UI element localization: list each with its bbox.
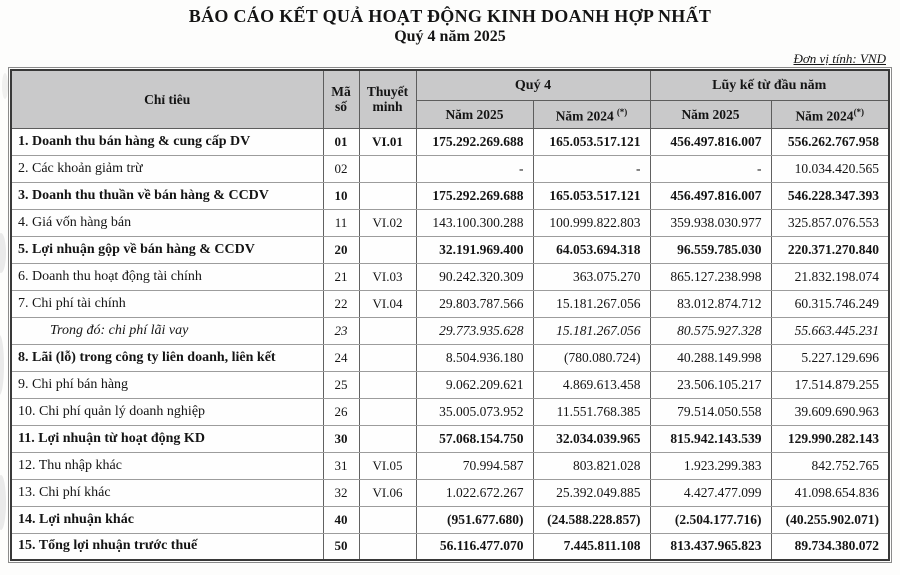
table-row (11, 371, 889, 398)
footnote-marker: (*) (853, 106, 865, 117)
cell-lk-nam-2025: 79.514.050.558 (650, 398, 771, 425)
cell-q4-nam-2024: 803.821.028 (533, 452, 650, 479)
income-statement-table (10, 69, 890, 561)
cell-q4-nam-2024: 15.181.267.056 (533, 290, 650, 317)
row-label: 5. Lợi nhuận gộp về bán hàng & CCDV (11, 236, 323, 263)
cell-thuyet-minh (359, 317, 416, 344)
cell-thuyet-minh (359, 155, 416, 182)
cell-lk-nam-2024: 17.514.879.255 (771, 371, 889, 398)
scan-artifact (2, 73, 8, 99)
cell-q4-nam-2024: 363.075.270 (533, 263, 650, 290)
report-subtitle: Quý 4 năm 2025 (394, 28, 506, 45)
cell-lk-nam-2025: 456.497.816.007 (650, 128, 771, 155)
cell-q4-nam-2024: 4.869.613.458 (533, 371, 650, 398)
cell-ma-so: 24 (323, 344, 359, 371)
cell-lk-nam-2024: 55.663.445.231 (771, 317, 889, 344)
cell-lk-nam-2025: 23.506.105.217 (650, 371, 771, 398)
cell-q4-nam-2024: - (533, 155, 650, 182)
header-group-quy4: Quý 4 (416, 70, 650, 100)
cell-ma-so: 20 (323, 236, 359, 263)
table-row (11, 533, 889, 560)
table-row (11, 155, 889, 182)
cell-ma-so: 31 (323, 452, 359, 479)
cell-lk-nam-2024: 220.371.270.840 (771, 236, 889, 263)
table-header (11, 70, 889, 128)
cell-lk-nam-2024: 89.734.380.072 (771, 533, 889, 560)
cell-thuyet-minh: VI.03 (359, 263, 416, 290)
cell-thuyet-minh (359, 236, 416, 263)
cell-lk-nam-2025: (2.504.177.716) (650, 506, 771, 533)
row-label: 15. Tổng lợi nhuận trước thuế (11, 533, 323, 560)
table-row (11, 128, 889, 155)
cell-q4-nam-2025: 32.191.969.400 (416, 236, 533, 263)
cell-q4-nam-2025: 35.005.073.952 (416, 398, 533, 425)
cell-q4-nam-2024: 7.445.811.108 (533, 533, 650, 560)
header-lk-nam-2025: Năm 2025 (650, 100, 771, 128)
cell-thuyet-minh (359, 398, 416, 425)
cell-lk-nam-2025: - (650, 155, 771, 182)
table-row (11, 479, 889, 506)
cell-lk-nam-2024: 129.990.282.143 (771, 425, 889, 452)
row-label: 14. Lợi nhuận khác (11, 506, 323, 533)
cell-q4-nam-2025: (951.677.680) (416, 506, 533, 533)
cell-lk-nam-2025: 359.938.030.977 (650, 209, 771, 236)
row-label: 10. Chi phí quản lý doanh nghiệp (11, 398, 323, 425)
cell-ma-so: 50 (323, 533, 359, 560)
cell-q4-nam-2024: 165.053.517.121 (533, 182, 650, 209)
footnote-marker: (*) (616, 106, 628, 117)
table-row (11, 317, 889, 344)
table-row (11, 209, 889, 236)
cell-q4-nam-2025: 29.773.935.628 (416, 317, 533, 344)
cell-lk-nam-2025: 815.942.143.539 (650, 425, 771, 452)
cell-q4-nam-2025: - (416, 155, 533, 182)
cell-ma-so: 22 (323, 290, 359, 317)
table-row (11, 452, 889, 479)
cell-q4-nam-2024: (24.588.228.857) (533, 506, 650, 533)
cell-q4-nam-2025: 8.504.936.180 (416, 344, 533, 371)
cell-q4-nam-2024: 64.053.694.318 (533, 236, 650, 263)
cell-lk-nam-2025: 40.288.149.998 (650, 344, 771, 371)
row-label: 2. Các khoản giảm trừ (11, 155, 323, 182)
cell-lk-nam-2025: 456.497.816.007 (650, 182, 771, 209)
cell-q4-nam-2024: 11.551.768.385 (533, 398, 650, 425)
scan-artifact (0, 475, 6, 530)
cell-lk-nam-2024: 842.752.765 (771, 452, 889, 479)
cell-lk-nam-2024: (40.255.902.071) (771, 506, 889, 533)
cell-lk-nam-2024: 21.832.198.074 (771, 263, 889, 290)
row-label: 9. Chi phí bán hàng (11, 371, 323, 398)
cell-lk-nam-2025: 80.575.927.328 (650, 317, 771, 344)
cell-lk-nam-2024: 10.034.420.565 (771, 155, 889, 182)
row-label: 8. Lãi (lỗ) trong công ty liên doanh, liên kết (11, 344, 323, 371)
cell-thuyet-minh: VI.06 (359, 479, 416, 506)
row-label: Trong đó: chi phí lãi vay (11, 317, 323, 344)
cell-q4-nam-2025: 57.068.154.750 (416, 425, 533, 452)
cell-q4-nam-2025: 90.242.320.309 (416, 263, 533, 290)
cell-q4-nam-2025: 143.100.300.288 (416, 209, 533, 236)
header-q4-nam-2025: Năm 2025 (416, 100, 533, 128)
row-label: 7. Chi phí tài chính (11, 290, 323, 317)
table-row (11, 290, 889, 317)
row-label: 1. Doanh thu bán hàng & cung cấp DV (11, 128, 323, 155)
table-row (11, 236, 889, 263)
header-thuyet-minh: Thuyết minh (359, 70, 416, 128)
cell-thuyet-minh (359, 425, 416, 452)
cell-lk-nam-2025: 813.437.965.823 (650, 533, 771, 560)
cell-q4-nam-2025: 175.292.269.688 (416, 128, 533, 155)
row-label: 6. Doanh thu hoạt động tài chính (11, 263, 323, 290)
cell-ma-so: 11 (323, 209, 359, 236)
cell-lk-nam-2025: 83.012.874.712 (650, 290, 771, 317)
table-row (11, 425, 889, 452)
cell-ma-so: 01 (323, 128, 359, 155)
cell-lk-nam-2024: 60.315.746.249 (771, 290, 889, 317)
table-row (11, 263, 889, 290)
row-label: 4. Giá vốn hàng bán (11, 209, 323, 236)
cell-ma-so: 02 (323, 155, 359, 182)
cell-thuyet-minh: VI.01 (359, 128, 416, 155)
cell-thuyet-minh: VI.04 (359, 290, 416, 317)
cell-q4-nam-2024: 25.392.049.885 (533, 479, 650, 506)
cell-lk-nam-2025: 96.559.785.030 (650, 236, 771, 263)
cell-thuyet-minh: VI.02 (359, 209, 416, 236)
cell-lk-nam-2024: 556.262.767.958 (771, 128, 889, 155)
cell-lk-nam-2025: 1.923.299.383 (650, 452, 771, 479)
row-label: 11. Lợi nhuận từ hoạt động KD (11, 425, 323, 452)
row-label: 3. Doanh thu thuần về bán hàng & CCDV (11, 182, 323, 209)
cell-thuyet-minh (359, 182, 416, 209)
cell-lk-nam-2024: 546.228.347.393 (771, 182, 889, 209)
cell-ma-so: 40 (323, 506, 359, 533)
cell-lk-nam-2025: 4.427.477.099 (650, 479, 771, 506)
cell-ma-so: 25 (323, 371, 359, 398)
cell-q4-nam-2024: (780.080.724) (533, 344, 650, 371)
cell-thuyet-minh (359, 506, 416, 533)
cell-q4-nam-2025: 9.062.209.621 (416, 371, 533, 398)
header-ma-so: Mã số (323, 70, 359, 128)
header-chi-tieu: Chỉ tiêu (11, 70, 323, 128)
cell-thuyet-minh (359, 371, 416, 398)
cell-thuyet-minh: VI.05 (359, 452, 416, 479)
cell-ma-so: 21 (323, 263, 359, 290)
cell-ma-so: 32 (323, 479, 359, 506)
cell-q4-nam-2025: 70.994.587 (416, 452, 533, 479)
cell-q4-nam-2024: 100.999.822.803 (533, 209, 650, 236)
header-group-luy-ke: Lũy kế từ đầu năm (650, 70, 889, 100)
table-row (11, 506, 889, 533)
cell-lk-nam-2025: 865.127.238.998 (650, 263, 771, 290)
table-row (11, 344, 889, 371)
cell-q4-nam-2025: 29.803.787.566 (416, 290, 533, 317)
cell-q4-nam-2024: 32.034.039.965 (533, 425, 650, 452)
row-label: 13. Chi phí khác (11, 479, 323, 506)
cell-lk-nam-2024: 5.227.129.696 (771, 344, 889, 371)
cell-q4-nam-2025: 56.116.477.070 (416, 533, 533, 560)
header-q4-nam-2024: Năm 2024 (*) (533, 100, 650, 128)
currency-unit-note: Đơn vị tính: VND (793, 51, 886, 66)
cell-q4-nam-2024: 165.053.517.121 (533, 128, 650, 155)
row-label: 12. Thu nhập khác (11, 452, 323, 479)
cell-ma-so: 30 (323, 425, 359, 452)
cell-q4-nam-2025: 175.292.269.688 (416, 182, 533, 209)
cell-ma-so: 10 (323, 182, 359, 209)
cell-ma-so: 23 (323, 317, 359, 344)
cell-lk-nam-2024: 41.098.654.836 (771, 479, 889, 506)
scan-artifact (0, 335, 4, 395)
cell-lk-nam-2024: 39.609.690.963 (771, 398, 889, 425)
cell-q4-nam-2024: 15.181.267.056 (533, 317, 650, 344)
scan-artifact (0, 233, 6, 273)
table-row (11, 398, 889, 425)
report-title: BÁO CÁO KẾT QUẢ HOẠT ĐỘNG KINH DOANH HỢP NHẤT (188, 6, 712, 26)
cell-ma-so: 26 (323, 398, 359, 425)
cell-q4-nam-2025: 1.022.672.267 (416, 479, 533, 506)
table-row (11, 182, 889, 209)
cell-thuyet-minh (359, 344, 416, 371)
header-lk-nam-2024: Năm 2024(*) (771, 100, 889, 128)
cell-lk-nam-2024: 325.857.076.553 (771, 209, 889, 236)
report-table-body (11, 128, 889, 560)
cell-thuyet-minh (359, 533, 416, 560)
